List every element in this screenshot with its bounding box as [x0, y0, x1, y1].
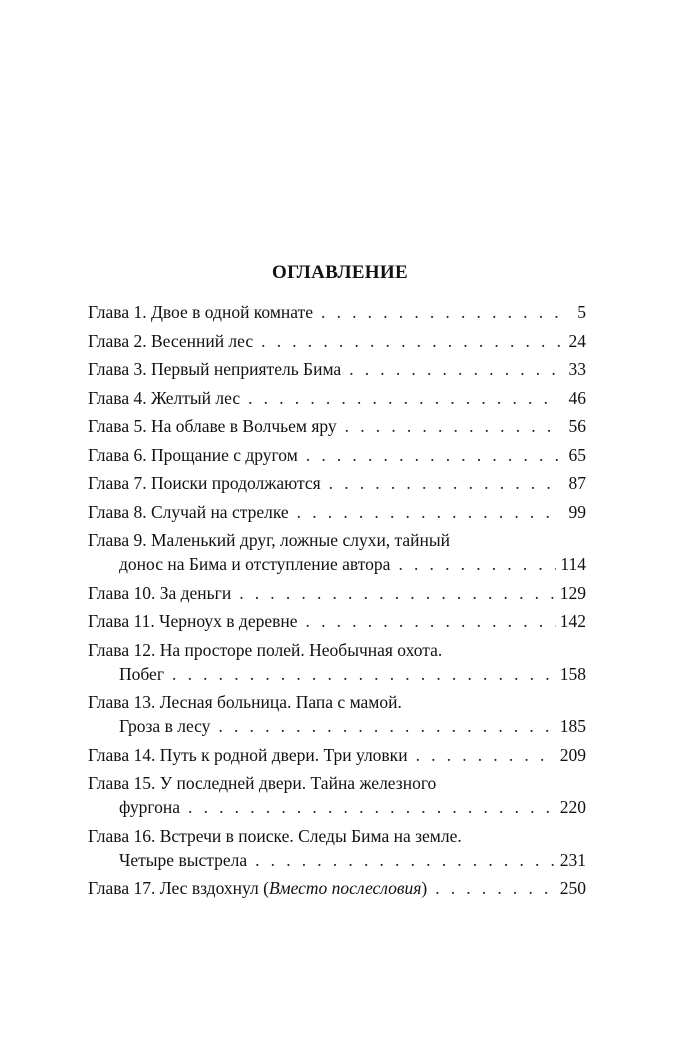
chapter-title-suffix: ) [421, 878, 428, 898]
dot-leader [261, 329, 560, 353]
toc-entry-line [88, 743, 586, 767]
toc-entry [88, 329, 586, 353]
toc-entry-line [88, 638, 586, 662]
toc-entry [88, 609, 586, 633]
dot-leader [218, 714, 555, 738]
chapter-title-text: Глава 6. Прощание с другом [88, 444, 298, 465]
dot-leader [306, 609, 556, 633]
page-number: 24 [568, 330, 586, 351]
dot-leader [321, 300, 560, 324]
toc-entry-line [88, 609, 586, 633]
chapter-title-text: Глава 5. На облаве в Волчьем яру [88, 416, 337, 436]
dot-leader [349, 357, 560, 381]
chapter-title-italic: Вместо послесловия [268, 878, 422, 898]
toc-entry-line [88, 581, 586, 605]
chapter-title-text: Глава 16. Встречи в поиске. Следы Бима на земле. [88, 825, 462, 846]
toc-entry [88, 300, 586, 324]
toc-entry [88, 581, 586, 605]
chapter-title-text: фургона [119, 797, 181, 817]
page-number: 87 [568, 473, 586, 493]
chapter-title-text: Глава 1. Двое в одной комнате [88, 302, 314, 322]
page-number: 158 [559, 663, 586, 684]
toc-entry-continuation [88, 552, 586, 576]
page-number: 220 [559, 797, 586, 817]
toc-entry [88, 443, 586, 467]
chapter-title-text: Глава 15. У последней двери. Тайна железного [88, 773, 437, 793]
chapter-title-text: Четыре выстрела [119, 849, 248, 870]
page-number: 114 [560, 554, 586, 574]
toc-entry-continuation [88, 662, 586, 686]
toc-entry [88, 743, 586, 767]
toc-entry-line [88, 500, 586, 524]
toc-entry-line [88, 824, 586, 848]
page-number: 65 [568, 444, 586, 465]
toc-entry-line [88, 386, 586, 410]
dot-leader [345, 414, 560, 438]
page-number: 56 [568, 416, 586, 436]
chapter-title-text: Глава 7. Поиски продолжаются [88, 473, 321, 493]
toc-entry-line [88, 690, 586, 714]
page-number: 99 [568, 501, 586, 522]
dot-leader [188, 795, 556, 819]
dot-leader [435, 876, 556, 900]
chapter-title-text: Глава 14. Путь к родной двери. Три уловки [88, 744, 408, 765]
dot-leader [255, 848, 556, 872]
toc-entry-continuation [88, 848, 586, 872]
dot-leader [416, 743, 556, 767]
chapter-title-text: Глава 12. На просторе полей. Необычная охота. [88, 639, 443, 660]
toc-entry-line [88, 329, 586, 353]
page-number: 209 [559, 744, 586, 765]
dot-leader [398, 552, 556, 576]
dot-leader [239, 581, 556, 605]
toc-entry-continuation [88, 714, 586, 738]
toc-title: ОГЛАВЛЕНИЕ [272, 262, 408, 283]
toc-entry [88, 471, 586, 495]
toc-entry-line [88, 771, 586, 795]
toc-entry [88, 824, 586, 872]
page-number: 231 [559, 849, 586, 870]
toc-entry [88, 876, 586, 900]
toc-entry [88, 638, 586, 686]
toc-list [88, 300, 586, 905]
dot-leader [297, 500, 560, 524]
toc-entry-line [88, 443, 586, 467]
toc-entry-line [88, 300, 586, 324]
toc-entry [88, 414, 586, 438]
chapter-title-text: Глава 17. Лес вздохнул ( [88, 878, 269, 898]
chapter-title-text: Гроза в лесу [119, 716, 211, 736]
page-number: 5 [577, 302, 586, 322]
chapter-title-text: Побег [119, 663, 165, 684]
chapter-title-text: Глава 10. За деньги [88, 582, 232, 603]
toc-entry [88, 771, 586, 819]
chapter-title-text: Глава 9. Маленький друг, ложные слухи, тайный [88, 530, 451, 550]
page-number: 33 [568, 359, 586, 379]
toc-entry-continuation [88, 795, 586, 819]
toc-entry [88, 500, 586, 524]
page-number: 46 [568, 387, 586, 408]
dot-leader [172, 662, 556, 686]
toc-entry-line [88, 528, 586, 552]
page-number: 250 [559, 878, 586, 898]
toc-entry [88, 690, 586, 738]
chapter-title-text: Глава 8. Случай на стрелке [88, 501, 289, 522]
dot-leader [329, 471, 560, 495]
chapter-title-text: Глава 2. Весенний лес [88, 330, 254, 351]
page-number: 142 [559, 611, 586, 631]
toc-entry-line [88, 876, 586, 900]
dot-leader [306, 443, 560, 467]
toc-entry-line [88, 414, 586, 438]
toc-entry-line [88, 471, 586, 495]
chapter-title-text: донос на Бима и отступление автора [119, 554, 391, 574]
dot-leader [248, 386, 560, 410]
chapter-title-text: Глава 13. Лесная больница. Папа с мамой. [88, 692, 402, 712]
chapter-title-text: Глава 3. Первый неприятель Бима [88, 359, 342, 379]
chapter-title-text: Глава 11. Черноух в деревне [88, 611, 298, 631]
page-number: 185 [559, 716, 586, 736]
chapter-title-text: Глава 4. Желтый лес [88, 387, 241, 408]
toc-entry [88, 528, 586, 576]
page-number: 129 [559, 582, 586, 603]
toc-entry [88, 386, 586, 410]
toc-entry-line [88, 357, 586, 381]
toc-entry [88, 357, 586, 381]
